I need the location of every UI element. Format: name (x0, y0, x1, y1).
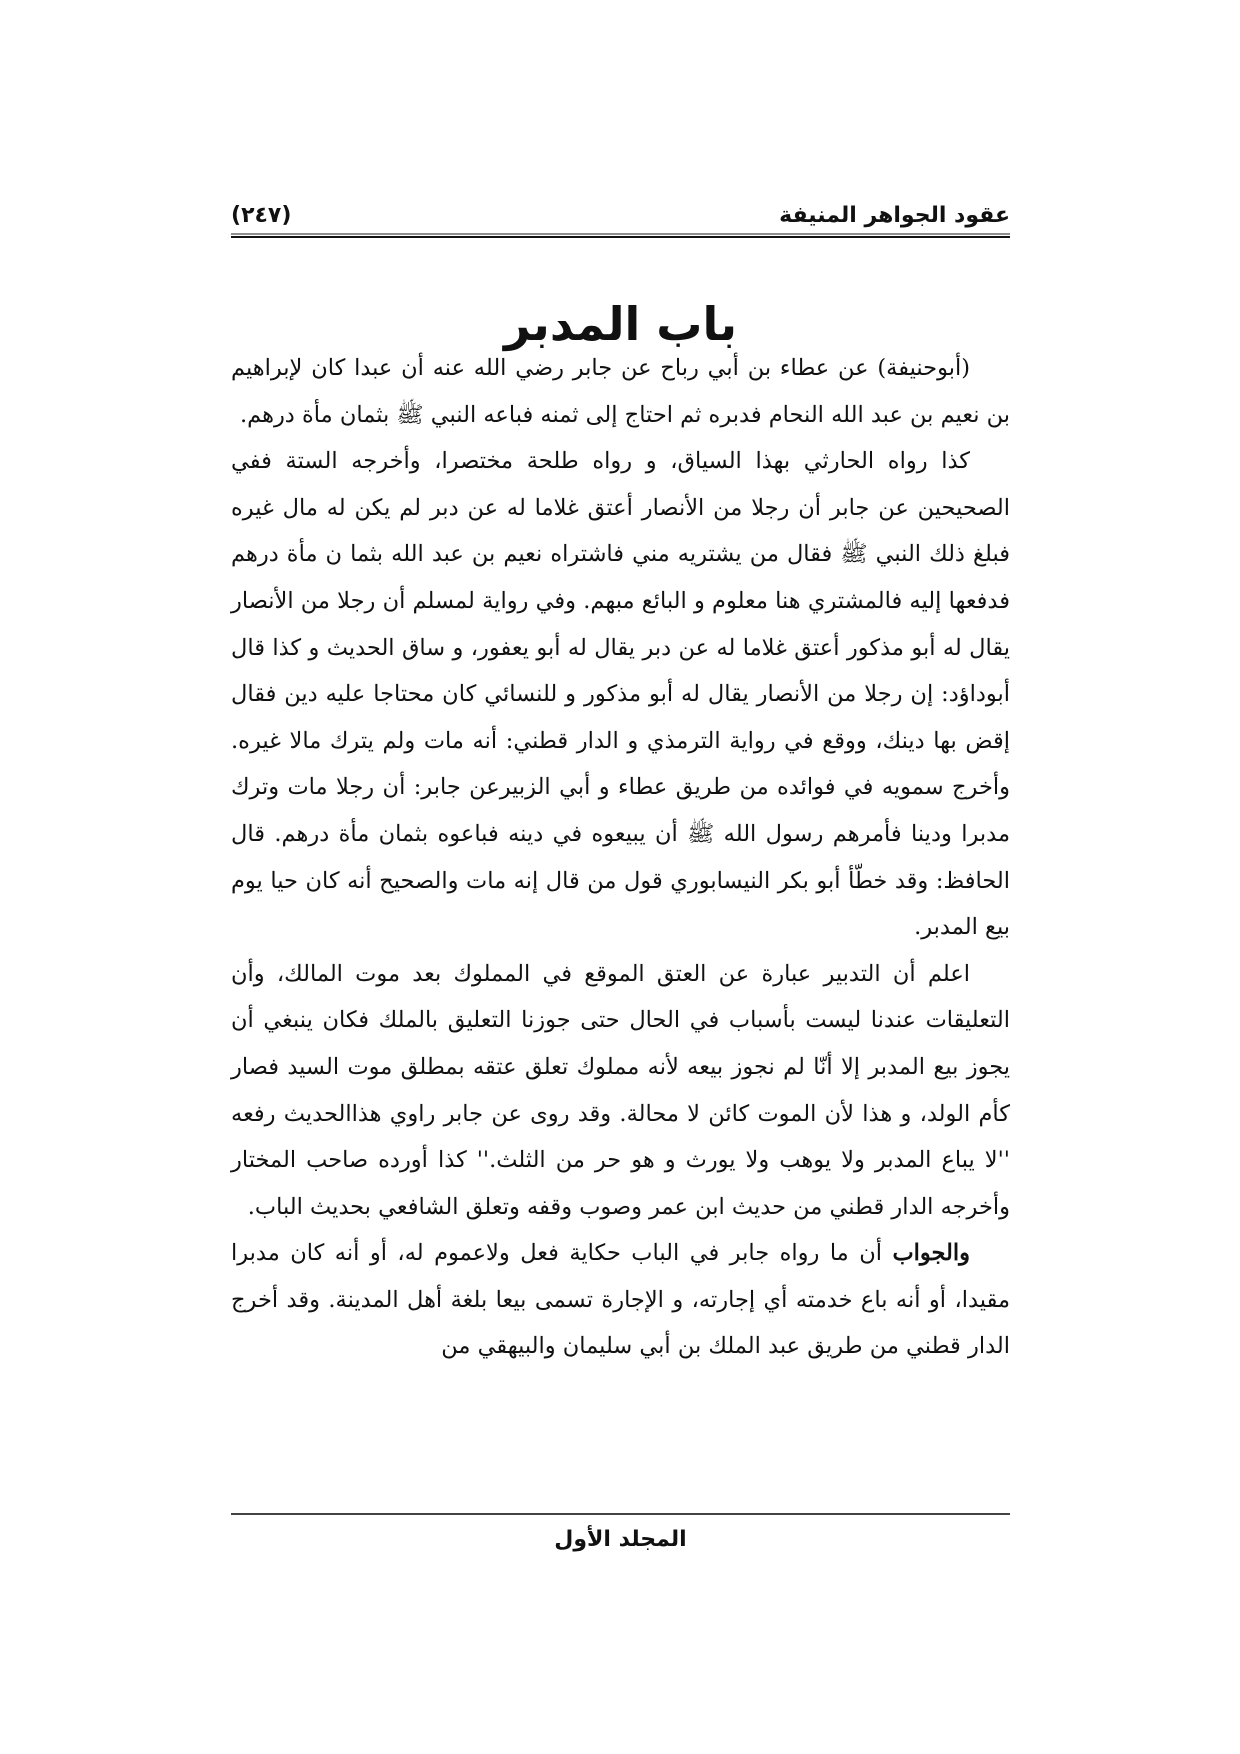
paragraph-lead-word: والجواب (892, 1240, 970, 1267)
body-text (231, 345, 1010, 1370)
header-divider (231, 233, 1010, 238)
book-title: عقود الجواهر المنيفة (779, 203, 1010, 228)
page-number: (٢٤٧) (231, 203, 292, 228)
footer-divider (231, 1513, 1010, 1515)
paragraph-text: اعلم أن التدبير عبارة عن العتق الموقع في المملوك بعد موت المالك، وأن التعليقات عندنا ليست بأسباب في الحال حتى جوزنا التعليق بالملك فكان ينبغي أن يجوز بيع المدبر إلا أنّا لم نجوز بيعه لأنه مملوك تعلق عتقه بمطلق موت السيد فصار كأم الولد، و هذا لأن الموت كائن لا محالة. وقد روى عن جابر راوي هذاالحديث رفعه ''لا يباع المدبر ولا يوهب ولا يورث و هو حر من الثلث.'' كذا أورده صاحب المختار وأخرجه الدار قطني من حديث ابن عمر وصوب وقفه وتعلق الشافعي بحديث الباب. (231, 960, 1010, 1220)
chapter-title: باب المدبر (503, 296, 738, 351)
paragraph-4 (231, 1230, 1010, 1370)
paragraph-1 (231, 345, 1010, 438)
document-page (231, 0, 1010, 1754)
paragraph-text: أن ما رواه جابر في الباب حكاية فعل ولاعموم له، أو أنه كان مدبرا مقيدا، أو أنه باع خدمته أي إجارته، و الإجارة تسمى بيعا بلغة أهل المدينة. وقد أخرج الدار قطني من طريق عبد الملك بن أبي سليمان والبيهقي من (231, 1240, 1010, 1360)
paragraph-text: كذا رواه الحارثي بهذا السياق، و رواه طلحة مختصرا، وأخرجه الستة ففي الصحيحين عن جابر أن رجلا من الأنصار أعتق غلاما له عن دبر لم يكن له مال غيره فبلغ ذلك النبي ﷺ فقال من يشتريه مني فاشتراه نعيم بن عبد الله بثما ن مأة درهم فدفعها إليه فالمشتري هنا معلوم و البائع مبهم. وفي رواية لمسلم أن رجلا من الأنصار يقال له أبو مذكور أعتق غلاما له عن دبر يقال له أبو يعفور، و ساق الحديث و كذا قال أبوداؤد: إن رجلا من الأنصار يقال له أبو مذكور و للنسائي كان محتاجا عليه دين فقال إقض بها دينك، ووقع في رواية الترمذي و الدار قطني: أنه مات ولم يترك مالا غيره. وأخرج سمويه في فوائده من طريق عطاء و أبي الزبيرعن جابر: أن رجلا مات وترك مدبرا ودينا فأمرهم رسول الله ﷺ أن يبيعوه في دينه فباعوه بثمان مأة درهم. قال الحافظ: وقد خطّأ أبو بكر النيسابوري قول من قال إنه مات والصحيح أنه كان حيا يوم بيع المدبر. (231, 448, 1010, 941)
running-header (231, 188, 1010, 228)
paragraph-3 (231, 951, 1010, 1231)
volume-label: المجلد الأول (554, 1527, 687, 1552)
paragraph-text: (أبوحنيفة) عن عطاء بن أبي رباح عن جابر رضي الله عنه أن عبدا كان لإبراهيم بن نعيم بن عبد الله النحام فدبره ثم احتاج إلى ثمنه فباعه النبي ﷺ بثمان مأة درهم. (231, 355, 1010, 428)
paragraph-2 (231, 438, 1010, 951)
